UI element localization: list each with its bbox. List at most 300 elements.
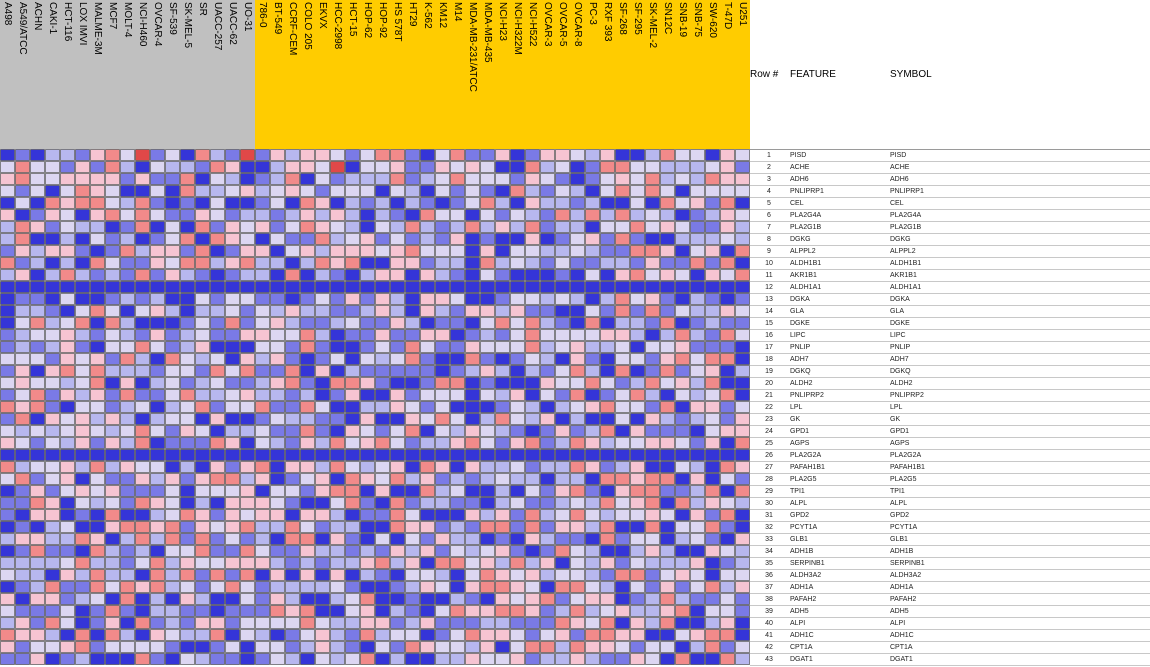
- heatmap-cell: [46, 294, 60, 305]
- heatmap-cell: [481, 174, 495, 185]
- heatmap-cell: [676, 258, 690, 269]
- heatmap-cell: [331, 498, 345, 509]
- heatmap-cell: [181, 390, 195, 401]
- heatmap-cell: [556, 150, 570, 161]
- heatmap-cell: [451, 438, 465, 449]
- heatmap-cell: [511, 414, 525, 425]
- heatmap-cell: [301, 282, 315, 293]
- heatmap-cell: [361, 654, 375, 665]
- heatmap-cell: [196, 654, 210, 665]
- heatmap-cell: [466, 558, 480, 569]
- heatmap-cell: [526, 582, 540, 593]
- heatmap-cell: [76, 210, 90, 221]
- row-feature: PNLIPRP1: [790, 188, 824, 195]
- heatmap-cell: [376, 486, 390, 497]
- heatmap-cell: [46, 618, 60, 629]
- heatmap-cell: [436, 510, 450, 521]
- heatmap-cell: [76, 438, 90, 449]
- heatmap-cell: [331, 246, 345, 257]
- row-symbol: ADH1A: [890, 584, 914, 591]
- heatmap-cell: [406, 654, 420, 665]
- heatmap-cell: [391, 654, 405, 665]
- heatmap-cell: [346, 222, 360, 233]
- heatmap-cell: [676, 426, 690, 437]
- heatmap-cell: [286, 342, 300, 353]
- row-feature: ACHE: [790, 164, 810, 171]
- heatmap-cell: [16, 186, 30, 197]
- heatmap-cell: [631, 630, 645, 641]
- heatmap-cell: [586, 234, 600, 245]
- heatmap-cell: [316, 174, 330, 185]
- row-feature: ADH7: [790, 356, 809, 363]
- heatmap-cell: [46, 246, 60, 257]
- heatmap-cell: [376, 462, 390, 473]
- heatmap-cell: [586, 366, 600, 377]
- heatmap-cell: [421, 294, 435, 305]
- heatmap-cell: [241, 558, 255, 569]
- heatmap-cell: [646, 198, 660, 209]
- heatmap-cell: [196, 438, 210, 449]
- heatmap-cell: [91, 294, 105, 305]
- heatmap-cell: [106, 306, 120, 317]
- row-symbol: PLA2G2A: [890, 452, 922, 459]
- heatmap-cell: [61, 522, 75, 533]
- heatmap-cell: [481, 378, 495, 389]
- heatmap-cell: [601, 402, 615, 413]
- heatmap-cell: [376, 522, 390, 533]
- heatmap-cell: [31, 162, 45, 173]
- heatmap-cell: [16, 246, 30, 257]
- heatmap-cell: [541, 162, 555, 173]
- heatmap-cell: [601, 270, 615, 281]
- heatmap-cell: [256, 222, 270, 233]
- heatmap-cell: [316, 306, 330, 317]
- heatmap-cell: [331, 186, 345, 197]
- heatmap-cell: [721, 246, 735, 257]
- heatmap-cell: [511, 450, 525, 461]
- heatmap-cell: [526, 522, 540, 533]
- heatmap-cell: [481, 426, 495, 437]
- heatmap-cell: [361, 498, 375, 509]
- heatmap-cell: [631, 378, 645, 389]
- heatmap-cell: [436, 618, 450, 629]
- heatmap-cell: [511, 270, 525, 281]
- heatmap-cell: [316, 378, 330, 389]
- heatmap-cell: [106, 150, 120, 161]
- heatmap-cell: [91, 414, 105, 425]
- heatmap-cell: [136, 294, 150, 305]
- row-feature: PCYT1A: [790, 524, 818, 531]
- heatmap-cell: [586, 162, 600, 173]
- heatmap-cell: [31, 582, 45, 593]
- heatmap-cell: [631, 174, 645, 185]
- heatmap-cell: [346, 534, 360, 545]
- heatmap-cell: [481, 498, 495, 509]
- heatmap-cell: [391, 258, 405, 269]
- table-row: [750, 618, 1150, 630]
- heatmap-cell: [166, 546, 180, 557]
- heatmap-cell: [316, 150, 330, 161]
- heatmap-cell: [586, 438, 600, 449]
- heatmap-cell: [421, 474, 435, 485]
- heatmap-cell: [346, 510, 360, 521]
- heatmap-cell: [511, 150, 525, 161]
- heatmap-cell: [436, 630, 450, 641]
- column-label: HT29: [407, 2, 418, 27]
- table-row: [750, 414, 1150, 426]
- heatmap-cell: [451, 246, 465, 257]
- heatmap-cell: [76, 498, 90, 509]
- heatmap-cell: [136, 462, 150, 473]
- heatmap-cell: [61, 294, 75, 305]
- heatmap-cell: [406, 606, 420, 617]
- heatmap-cell: [301, 642, 315, 653]
- heatmap-cell: [316, 390, 330, 401]
- heatmap-cell: [601, 378, 615, 389]
- heatmap-cell: [166, 378, 180, 389]
- heatmap-cell: [316, 414, 330, 425]
- heatmap-cell: [406, 426, 420, 437]
- heatmap-cell: [151, 198, 165, 209]
- heatmap-cell: [121, 366, 135, 377]
- heatmap-cell: [46, 162, 60, 173]
- heatmap-cell: [346, 642, 360, 653]
- heatmap-cell: [556, 354, 570, 365]
- heatmap-cell: [661, 570, 675, 581]
- heatmap-cell: [106, 330, 120, 341]
- heatmap-cell: [166, 342, 180, 353]
- heatmap-cell: [406, 414, 420, 425]
- row-feature: SERPINB1: [790, 560, 825, 567]
- heatmap-cell: [346, 546, 360, 557]
- row-symbol: PLA2G4A: [890, 212, 922, 219]
- heatmap-cell: [496, 342, 510, 353]
- heatmap-cell: [526, 510, 540, 521]
- heatmap-cell: [31, 258, 45, 269]
- heatmap-cell: [106, 210, 120, 221]
- heatmap-cell: [286, 414, 300, 425]
- heatmap-cell: [316, 498, 330, 509]
- row-symbol: ALPI: [890, 620, 906, 627]
- heatmap-cell: [331, 282, 345, 293]
- heatmap-cell: [91, 630, 105, 641]
- heatmap-cell: [16, 330, 30, 341]
- row-feature: DGKG: [790, 236, 811, 243]
- heatmap-cell: [196, 246, 210, 257]
- heatmap-cell: [451, 330, 465, 341]
- heatmap-cell: [76, 150, 90, 161]
- heatmap-cell: [121, 246, 135, 257]
- heatmap-cell: [151, 318, 165, 329]
- heatmap-cell: [601, 498, 615, 509]
- row-feature: ALPL: [790, 500, 808, 507]
- heatmap-cell: [241, 546, 255, 557]
- heatmap-cell: [631, 222, 645, 233]
- heatmap-cell: [91, 342, 105, 353]
- heatmap-cell: [76, 174, 90, 185]
- heatmap-cell: [136, 234, 150, 245]
- heatmap-cell: [526, 174, 540, 185]
- table-row: [750, 498, 1150, 510]
- column-label: T-47D: [722, 2, 733, 30]
- heatmap-cell: [16, 162, 30, 173]
- heatmap-cell: [616, 402, 630, 413]
- heatmap-cell: [661, 630, 675, 641]
- heatmap-cell: [241, 342, 255, 353]
- heatmap-cell: [46, 450, 60, 461]
- heatmap-cell: [166, 210, 180, 221]
- heatmap-cell: [526, 186, 540, 197]
- heatmap-cell: [76, 582, 90, 593]
- heatmap-cell: [406, 150, 420, 161]
- heatmap-cell: [16, 402, 30, 413]
- heatmap-cell: [406, 318, 420, 329]
- heatmap-cell: [331, 486, 345, 497]
- heatmap-cell: [256, 522, 270, 533]
- row-number: 39: [765, 608, 773, 615]
- heatmap-cell: [391, 606, 405, 617]
- row-number: 28: [765, 476, 773, 483]
- heatmap-cell: [61, 150, 75, 161]
- heatmap-cell: [736, 570, 750, 581]
- heatmap-cell: [586, 282, 600, 293]
- heatmap-cell: [76, 570, 90, 581]
- heatmap-cell: [76, 186, 90, 197]
- heatmap-cell: [106, 354, 120, 365]
- heatmap-cell: [646, 378, 660, 389]
- heatmap-cell: [151, 510, 165, 521]
- column-label: UO-31: [242, 2, 253, 32]
- heatmap-cell: [511, 306, 525, 317]
- heatmap-cell: [1, 210, 15, 221]
- heatmap-cell: [691, 222, 705, 233]
- heatmap-cell: [181, 486, 195, 497]
- heatmap-cell: [556, 462, 570, 473]
- heatmap-cell: [121, 294, 135, 305]
- heatmap-cell: [361, 198, 375, 209]
- heatmap-cell: [61, 594, 75, 605]
- heatmap-cell: [556, 330, 570, 341]
- heatmap-cell: [46, 150, 60, 161]
- heatmap-cell: [271, 594, 285, 605]
- heatmap-cell: [586, 150, 600, 161]
- heatmap-cell: [466, 618, 480, 629]
- heatmap-cell: [391, 402, 405, 413]
- heatmap-cell: [361, 174, 375, 185]
- heatmap-cell: [376, 234, 390, 245]
- heatmap-cell: [1, 450, 15, 461]
- heatmap-cell: [526, 222, 540, 233]
- heatmap-cell: [526, 534, 540, 545]
- column-label: HCT-116: [62, 2, 73, 42]
- heatmap-cell: [106, 558, 120, 569]
- table-row: [750, 330, 1150, 342]
- heatmap-cell: [556, 630, 570, 641]
- heatmap-cell: [166, 186, 180, 197]
- heatmap-cell: [301, 546, 315, 557]
- heatmap-cell: [466, 378, 480, 389]
- heatmap-cell: [736, 330, 750, 341]
- heatmap-cell: [256, 450, 270, 461]
- row-feature: PLA2G4A: [790, 212, 822, 219]
- heatmap-cell: [151, 282, 165, 293]
- heatmap-cell: [571, 522, 585, 533]
- heatmap-cell: [1, 582, 15, 593]
- row-feature: LIPC: [790, 332, 806, 339]
- heatmap-cell: [586, 354, 600, 365]
- heatmap-cell: [301, 270, 315, 281]
- table-row: [750, 450, 1150, 462]
- heatmap-cell: [601, 486, 615, 497]
- heatmap-cell: [406, 498, 420, 509]
- heatmap-cell: [541, 582, 555, 593]
- heatmap-cell: [571, 234, 585, 245]
- heatmap-cell: [361, 558, 375, 569]
- heatmap-cell: [241, 366, 255, 377]
- heatmap-cell: [196, 342, 210, 353]
- heatmap-cell: [451, 294, 465, 305]
- heatmap-cell: [31, 522, 45, 533]
- heatmap-cell: [496, 594, 510, 605]
- heatmap-cell: [631, 186, 645, 197]
- heatmap-cell: [76, 378, 90, 389]
- heatmap-cell: [61, 306, 75, 317]
- heatmap-cell: [181, 354, 195, 365]
- heatmap-cell: [436, 414, 450, 425]
- heatmap-cell: [406, 198, 420, 209]
- heatmap-cell: [526, 390, 540, 401]
- heatmap-cell: [181, 642, 195, 653]
- heatmap-cell: [571, 330, 585, 341]
- heatmap-cell: [166, 402, 180, 413]
- heatmap-cell: [571, 294, 585, 305]
- heatmap-cell: [541, 630, 555, 641]
- heatmap-cell: [301, 534, 315, 545]
- heatmap-cell: [151, 606, 165, 617]
- heatmap-cell: [421, 498, 435, 509]
- heatmap-cell: [331, 294, 345, 305]
- heatmap-cell: [466, 222, 480, 233]
- heatmap-cell: [211, 606, 225, 617]
- heatmap-cell: [601, 510, 615, 521]
- heatmap-cell: [631, 462, 645, 473]
- heatmap-cell: [736, 402, 750, 413]
- heatmap-cell: [541, 246, 555, 257]
- column-label: CAKI-1: [47, 2, 58, 35]
- heatmap-cell: [421, 642, 435, 653]
- row-number: 24: [765, 428, 773, 435]
- heatmap-cell: [466, 474, 480, 485]
- heatmap-cell: [661, 246, 675, 257]
- heatmap-cell: [376, 318, 390, 329]
- heatmap-cell: [166, 234, 180, 245]
- heatmap-cell: [136, 522, 150, 533]
- heatmap-cell: [736, 186, 750, 197]
- heatmap-cell: [601, 474, 615, 485]
- table-row: [750, 342, 1150, 354]
- heatmap-cell: [706, 534, 720, 545]
- heatmap-cell: [91, 462, 105, 473]
- heatmap-cell: [451, 342, 465, 353]
- heatmap-cell: [256, 546, 270, 557]
- heatmap-cell: [256, 474, 270, 485]
- heatmap-cell: [316, 426, 330, 437]
- heatmap-cell: [196, 234, 210, 245]
- heatmap-cell: [496, 426, 510, 437]
- heatmap-cell: [466, 402, 480, 413]
- heatmap-cell: [511, 546, 525, 557]
- heatmap-cell: [61, 198, 75, 209]
- heatmap-cell: [136, 246, 150, 257]
- heatmap-cell: [61, 462, 75, 473]
- heatmap-cell: [241, 210, 255, 221]
- heatmap-cell: [496, 606, 510, 617]
- heatmap-cell: [406, 354, 420, 365]
- row-info-table: [750, 149, 1150, 667]
- heatmap-cell: [151, 534, 165, 545]
- heatmap-cell: [616, 210, 630, 221]
- heatmap-cell: [391, 414, 405, 425]
- heatmap-cell: [241, 570, 255, 581]
- column-label: MDA-MB-231/ATCC: [467, 2, 478, 92]
- heatmap-cell: [691, 486, 705, 497]
- heatmap-cell: [256, 558, 270, 569]
- heatmap-cell: [31, 594, 45, 605]
- heatmap-cell: [706, 342, 720, 353]
- heatmap-cell: [376, 654, 390, 665]
- heatmap-cell: [496, 582, 510, 593]
- row-symbol: DGAT1: [890, 656, 913, 663]
- heatmap-cell: [421, 630, 435, 641]
- heatmap-cell: [436, 294, 450, 305]
- heatmap-cell: [16, 210, 30, 221]
- heatmap-cell: [691, 258, 705, 269]
- row-feature: CPT1A: [790, 644, 813, 651]
- heatmap-cell: [451, 186, 465, 197]
- heatmap-cell: [511, 234, 525, 245]
- heatmap-cell: [541, 414, 555, 425]
- heatmap-cell: [31, 330, 45, 341]
- heatmap-cell: [721, 222, 735, 233]
- heatmap-cell: [406, 282, 420, 293]
- heatmap-cell: [661, 426, 675, 437]
- heatmap-cell: [526, 618, 540, 629]
- heatmap-cell: [541, 198, 555, 209]
- heatmap-cell: [391, 378, 405, 389]
- heatmap-cell: [196, 486, 210, 497]
- heatmap-cell: [226, 210, 240, 221]
- heatmap-cell: [571, 378, 585, 389]
- row-number: 36: [765, 572, 773, 579]
- heatmap-cell: [256, 354, 270, 365]
- heatmap-cell: [691, 234, 705, 245]
- heatmap-cell: [496, 570, 510, 581]
- heatmap-cell: [691, 654, 705, 665]
- heatmap-cell: [31, 618, 45, 629]
- heatmap-cell: [451, 198, 465, 209]
- heatmap-cell: [181, 498, 195, 509]
- heatmap-cell: [196, 366, 210, 377]
- heatmap-cell: [646, 318, 660, 329]
- heatmap-cell: [481, 258, 495, 269]
- heatmap-cell: [16, 438, 30, 449]
- heatmap-cell: [631, 330, 645, 341]
- heatmap-cell: [721, 198, 735, 209]
- heatmap-cell: [676, 246, 690, 257]
- heatmap-cell: [16, 282, 30, 293]
- heatmap-cell: [511, 330, 525, 341]
- heatmap-cell: [541, 270, 555, 281]
